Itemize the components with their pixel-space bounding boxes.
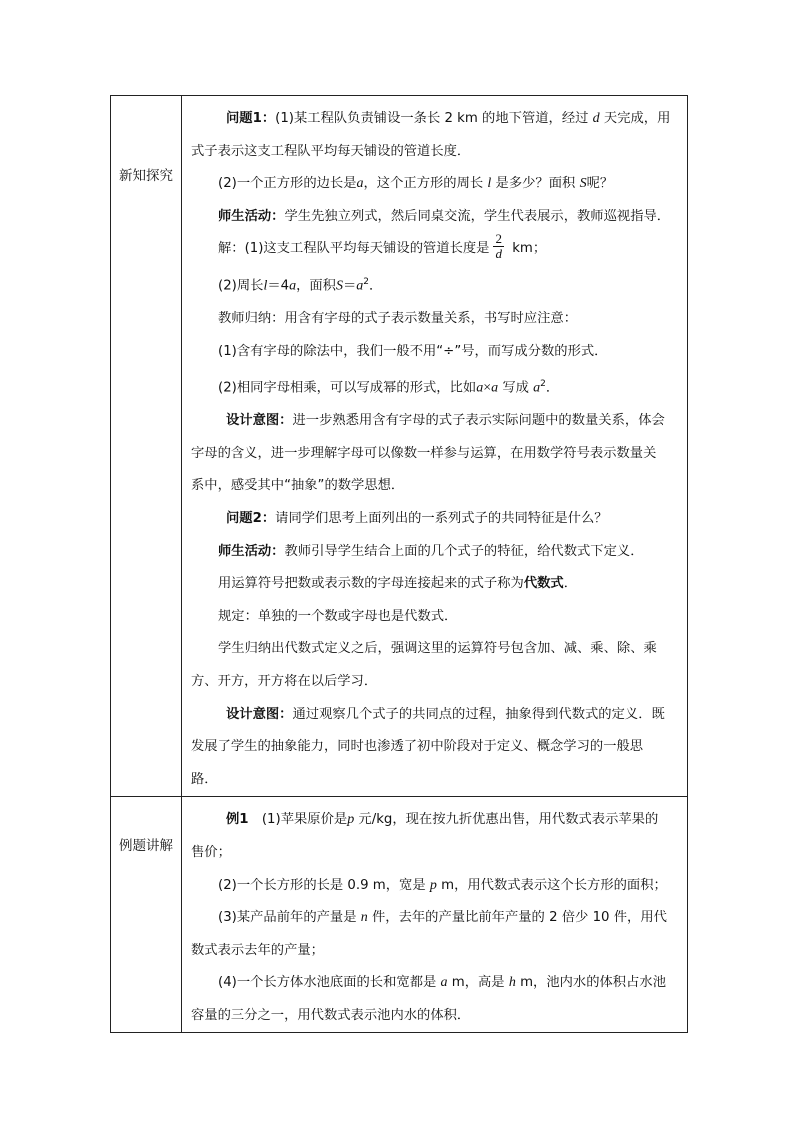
question-1: 问题1：(1)某工程队负责铺设一条长 2 km 的地下管道，经过 d 天完成，用 — [226, 111, 671, 126]
example-1: 例1 (1)苹果原价是p 元/kg，现在按九折优惠出售，用代数式表示苹果的 — [226, 812, 659, 828]
question-2: 问题2：请同学们思考上面列出的一系列式子的共同特征是什么？ — [226, 510, 608, 526]
definition: 用运算符号把数或表示数的字母连接起来的式子称为代数式． — [218, 576, 578, 592]
students-summary: 学生归纳出代数式定义之后，强调这里的运算符号包含加、减、乘、除、乘 — [218, 641, 657, 657]
students-summary-l2: 方、开方，开方将在以后学习． — [191, 673, 378, 689]
example-3-cont: 数式表示去年的产量； — [191, 942, 324, 958]
design-intent-2-l2: 发展了学生的抽象能力，同时也渗透了初中阶段对于定义、概念学习的一般思 — [191, 739, 644, 755]
design-intent-1-l3: 系中，感受其中“抽象”的数学思想． — [191, 478, 405, 494]
note-1: (1)含有字母的除法中，我们一般不用“÷”号，而写成分数的形式． — [218, 343, 608, 359]
activity-1: 师生活动：学生先独立列式，然后同桌交流，学生代表展示，教师巡视指导． — [218, 208, 671, 224]
example-1-cont: 售价； — [191, 844, 231, 860]
solution-1: 解：(1)这支工程队平均每天铺设的管道长度是 $\frac{2}{d}$ km； — [218, 230, 547, 261]
section-content-cell — [182, 96, 688, 797]
question-1-cont: 式子表示这支工程队平均每天铺设的管道长度． — [191, 143, 471, 159]
table-row — [111, 96, 688, 797]
example-4-cont: 容量的三分之一，用代数式表示池内水的体积． — [191, 1007, 471, 1023]
design-intent-2: 设计意图：通过观察几个式子的共同点的过程，抽象得到代数式的定义．既 — [226, 706, 665, 722]
design-intent-2-l3: 路． — [191, 771, 218, 787]
fraction: $\frac{2}{d}$ — [495, 230, 502, 261]
note-2: (2)相同字母相乘，可以写成幂的形式，比如a×a 写成 $a^2$． — [218, 379, 560, 396]
example-2: (2)一个长方形的长是 0.9 m，宽是 p m，用代数式表示这个长方形的面积； — [218, 877, 667, 893]
design-intent-1: 设计意图：进一步熟悉用含有字母的式子表示实际问题中的数量关系，体会 — [226, 413, 665, 429]
section-content-cell — [182, 797, 688, 1033]
table-row — [111, 797, 688, 1033]
rule: 规定：单独的一个数或字母也是代数式． — [218, 608, 458, 624]
section-label-cell — [111, 96, 182, 797]
section-label: 新知探究 — [119, 168, 173, 184]
activity-2: 师生活动：教师引导学生结合上面的几个式子的特征，给代数式下定义． — [218, 543, 644, 559]
section-label: 例题讲解 — [119, 838, 173, 855]
design-intent-1-l2: 字母的含义，进一步理解字母可以像数一样参与运算，在用数学符号表示数量关 — [191, 445, 657, 461]
question-1-part2: (2)一个正方形的边长是a，这个正方形的周长 l 是多少？面积 S呢？ — [218, 176, 614, 192]
lesson-table — [110, 95, 688, 1033]
teacher-summary: 教师归纳：用含有字母的式子表示数量关系，书写时应注意： — [218, 310, 578, 326]
section-label-cell — [111, 797, 182, 1033]
example-3: (3)某产品前年的产量是 n 件，去年的产量比前年产量的 2 倍少 10 件，用代 — [218, 910, 667, 926]
solution-2: (2)周长l＝4a，面积$S=a^2$． — [218, 276, 383, 294]
example-4: (4)一个长方体水池底面的长和宽都是 a m，高是 h m，池内水的体积占水池 — [218, 975, 666, 991]
